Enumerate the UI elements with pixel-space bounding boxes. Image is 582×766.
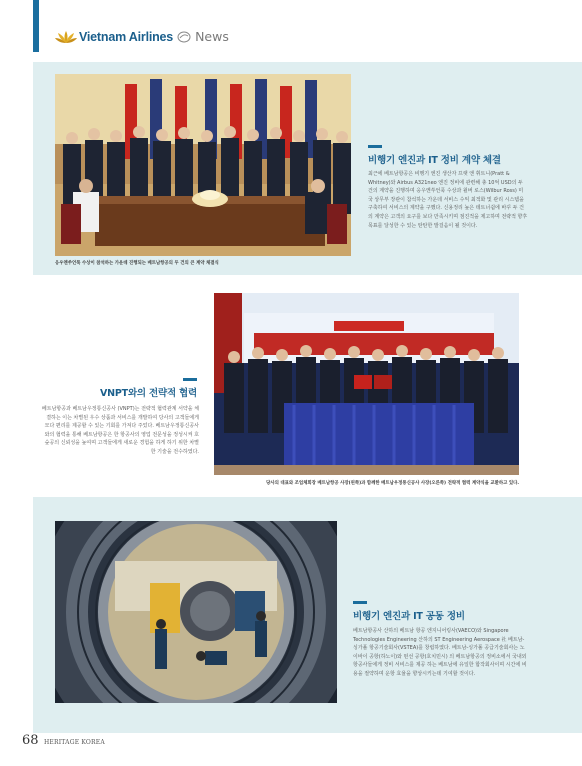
article-body: 최근에 베트남항공은 비행기 엔진 생산자 프랫 앤 휘트니(Pratt & Whitney)와 Airbus A321neo 엔진 정비에 관련해 총 10억 USD의 두 건의 계약을 진행하며 응우옌쑤언푹 수상과 윌버 로스(Wilbur Ross) 미국 상무부 장관이 참석하는 가운데 서비스 수익 최적화 및 관리 시스템을 구축하여 서비스의 계약을 구했다. 신용정리 높은 테트너쉽에 바꾸 두 건의 계약은 고객의 요구를 보다 만족시키며 점진적을 제고하며 전략적 향후 목표를 달성한 수 있는 탄탄한 발걸음이 될 것이다. bbox=[368, 171, 528, 229]
vnpt-signing-photo bbox=[214, 293, 519, 475]
page-header bbox=[0, 0, 582, 62]
article-title: 비행기 엔진과 IT 정비 계약 체결 bbox=[368, 155, 501, 166]
section-tab bbox=[33, 0, 39, 52]
photo-caption: 당사의 대표와 조업체회장 베트남항공 사장(왼쪽)과 함께한 베트남우정통신공사 사장(오른쪽) 전략적 협력 계약식을 교환하고 있다. bbox=[266, 481, 519, 486]
brand-name: Vietnam Airlines bbox=[79, 29, 174, 44]
photo-caption: 응우옌쑤언푹 수상이 참석하는 가운데 진행되는 베트남항공의 두 건의 큰 계약 체결식 bbox=[55, 261, 219, 266]
article-title: VNPT와의 전략적 협력 bbox=[100, 388, 197, 399]
engine-maintenance-photo bbox=[55, 521, 337, 703]
title-rule bbox=[183, 378, 197, 381]
vietnam-airlines-logo bbox=[55, 29, 229, 44]
article-body: 베트남항공과 베트남우정통신공사 (VNPT)는 전략적 협력관계 서약을 체결하는 이는 차별된 우수 상품과 서비스를 개발하여 당사의 고객들에게 모다 편리를 제공할 수 있는 기회를 가져다 주었다. 베트남우정통신공사와의 협력을 통해 베트남항공은 한 항공사의 영업 전문성을 정성시켜 호숲공의 신뢰성을 높여며 고객들에게 새로운 경험을 하게 하기 위한 차별한 기술을 전수하였다. bbox=[41, 406, 199, 455]
title-rule bbox=[353, 601, 367, 604]
article-title: 비행기 엔진과 IT 공동 정비 bbox=[353, 611, 465, 622]
title-rule bbox=[368, 145, 382, 148]
page-number: 68 bbox=[22, 733, 39, 748]
signing-ceremony-photo bbox=[55, 74, 351, 256]
lotus-icon bbox=[55, 30, 77, 44]
article-body: 베트남항공사 산하의 베트남 항공 엔지니어링사(VAECO)와 Singapore Technologies Engineering 산하의 ST Engineering Aerospace 社 베트남-싱가폴 항공기술회사(VSTEA)를 창립하였다. 베트남-싱가폴 공급기술회사는 노이바이 공항(하노이)와 떤선 공항(호치민시) 의 베트남항공의 정비소에서 국내외 항공사들에게 정비 서비스를 제공 하는 베트남에 유일한 합작회사이며 시간에 비용을 절약하며 운항 효율을 향상시키는데 기여할 것이다. bbox=[353, 628, 527, 677]
skyteam-icon bbox=[177, 31, 191, 43]
section-label: News bbox=[195, 29, 229, 44]
publication-name: HERITAGE KOREA bbox=[44, 739, 105, 746]
